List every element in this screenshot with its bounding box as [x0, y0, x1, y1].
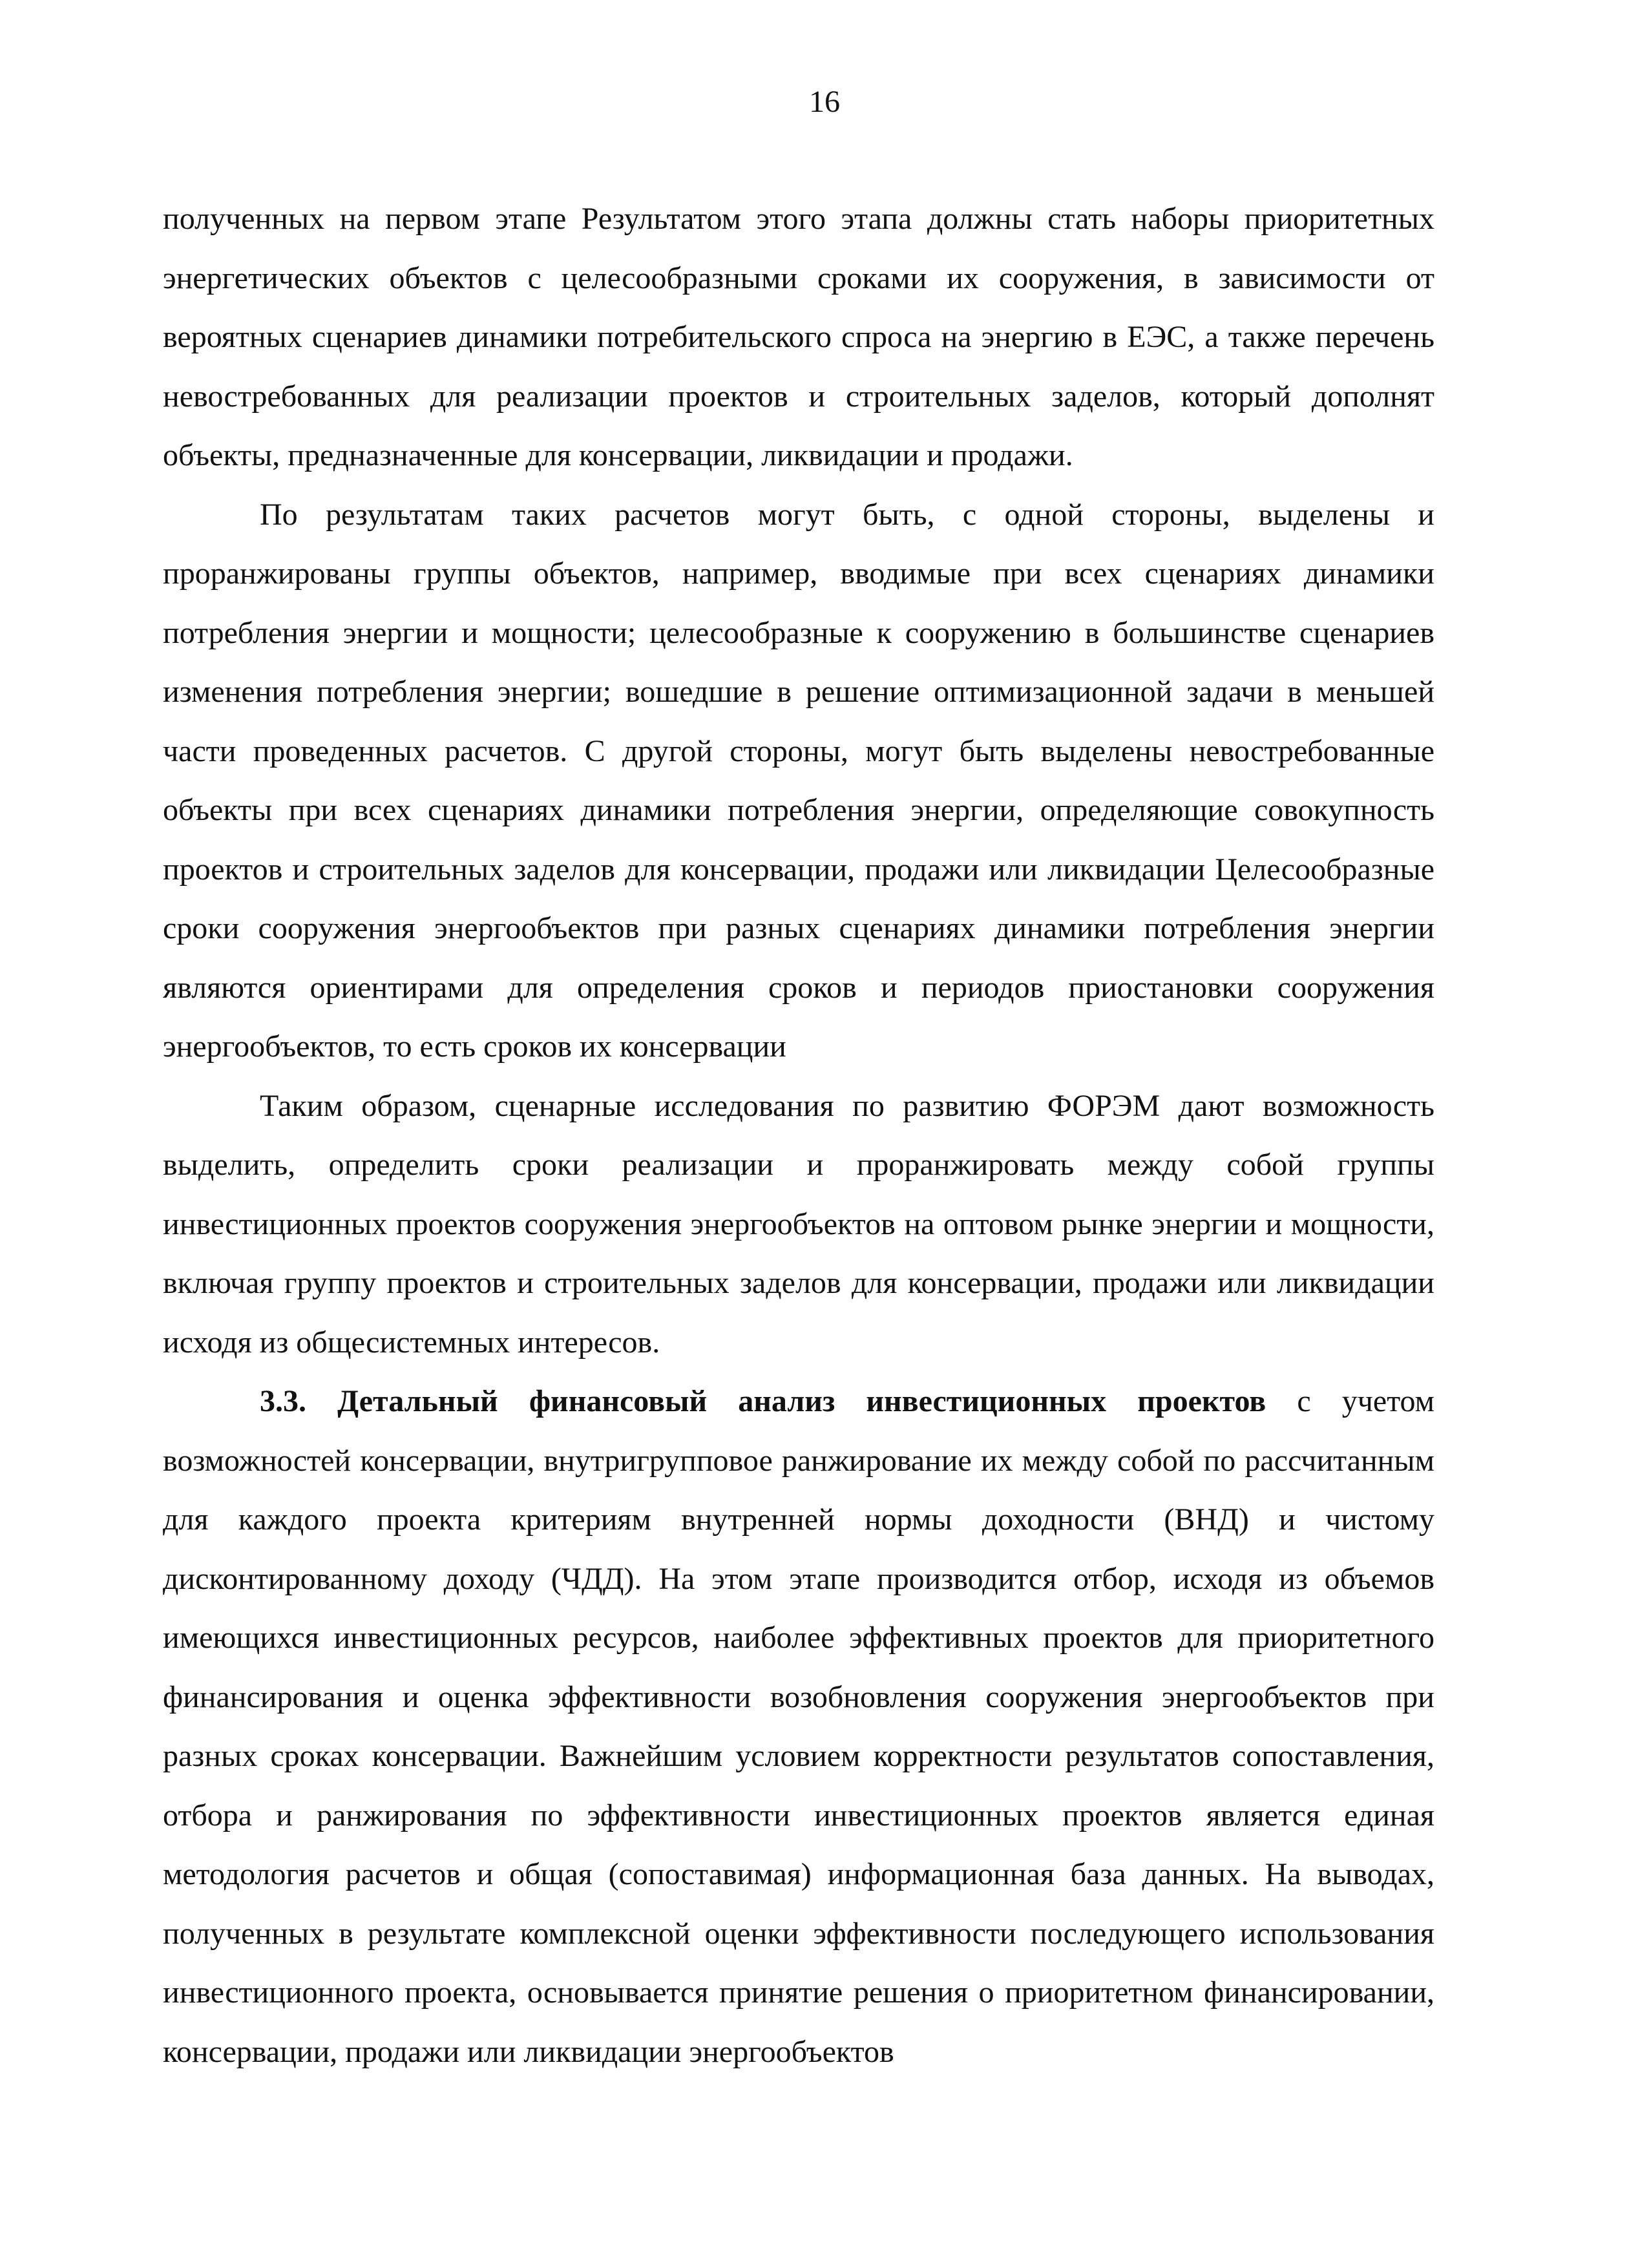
section-heading-3-3: 3.3. Детальный финансовый анализ инвестиционных проектов: [260, 1384, 1266, 1418]
paragraph-financial-analysis-text: с учетом возможностей консервации, внутригрупповое ранжирование их между собой по рассчитанным для каждого проекта критериям внутренней нормы доходности (ВНД) и чистому дисконтированному доходу (ЧДД). На этом этапе производится отбор, исходя из объемов имеющихся инвестиционных ресурсов, наиболее эффективных проектов для приоритетного финансирования и оценка эффективности возобновления сооружения энергообъектов при разных сроках консервации. Важнейшим условием корректности результатов сопоставления, отбора и ранжирования по эффективности инвестиционных проектов является единая методология расчетов и общая (сопоставимая) информационная база данных. На выводах, полученных в результате комплексной оценки эффективности последующего использования инвестиционного проекта, основывается принятие решения о приоритетном финансировании, консервации, продажи или ликвидации энергообъектов: [163, 1384, 1434, 2069]
paragraph-scenario-studies: Таким образом, сценарные исследования по развитию ФОРЭМ дают возможность выделить, определить сроки реализации и проранжировать между собой группы инвестиционных проектов сооружения энергообъектов на оптовом рынке энергии и мощности, включая группу проектов и строительных заделов для консервации, продажи или ликвидации исходя из общесистемных интересов.: [163, 1088, 1434, 1360]
paragraph-scenario-results: По результатам таких расчетов могут быть, с одной стороны, выделены и проранжированы группы объектов, например, вводимые при всех сценариях динамики потребления энергии и мощности; целесообразные к сооружению в большинстве сценариев изменения потребления энергии; вошедшие в решение оптимизационной задачи в меньшей части проведенных расчетов. С другой стороны, могут быть выделены невостребованные объекты при всех сценариях динамики потребления энергии, определяющие совокупность проектов и строительных заделов для консервации, продажи или ликвидации Целесообразные сроки сооружения энергообъектов при разных сценариях динамики потребления энергии являются ориентирами для определения сроков и периодов приостановки сооружения энергообъектов, то есть сроков их консервации: [163, 497, 1434, 1064]
body-text: [163, 189, 1434, 2081]
page-number: 16: [809, 85, 840, 119]
paragraph-continuation: полученных на первом этапе Результатом этого этапа должны стать наборы приоритетных энергетических объектов с целесообразными сроками их сооружения, в зависимости от вероятных сценариев динамики потребительского спроса на энергию в ЕЭС, а также перечень невостребованных для реализации проектов и строительных заделов, который дополнят объекты, предназначенные для консервации, ликвидации и продажи.: [163, 202, 1434, 472]
paragraph-financial-analysis: [163, 1372, 1434, 2081]
